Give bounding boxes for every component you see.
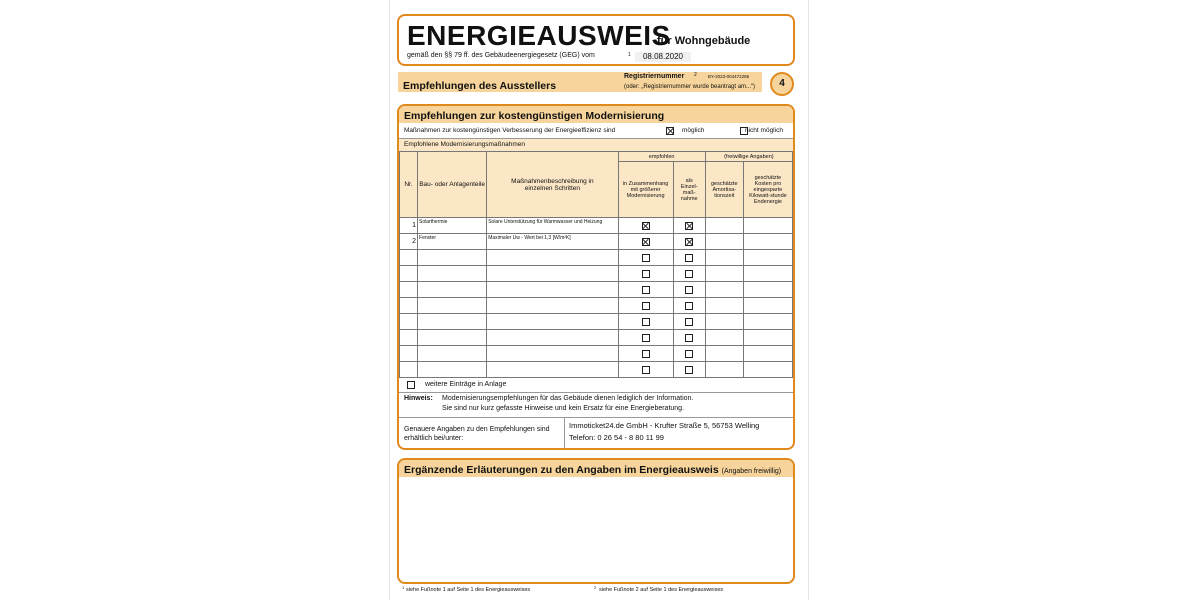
row-nr [400,362,418,378]
contact-divider [564,418,565,448]
row-nr [400,266,418,282]
row-in-context [618,346,673,362]
row-single [673,282,705,298]
row-amortisation-text [706,234,743,236]
explanations-title [404,464,781,476]
page-number-badge: 4 [770,72,794,96]
more-entries-checkbox[interactable] [407,381,415,389]
row-cost[interactable] [743,346,792,362]
row-single [673,266,705,282]
explanations-section [397,458,795,584]
row-description-text [487,314,617,316]
row-single-checkbox[interactable] [685,270,693,278]
possible-label: möglich [682,127,705,134]
row-part-text [418,330,486,332]
row-cost[interactable] [743,330,792,346]
footnote-mark: 1 [628,52,631,58]
row-amortisation-text [706,250,743,252]
row-single-checkbox[interactable] [685,238,693,246]
contact-line-2: Telefon: 0 26 54 - 8 80 11 99 [569,433,664,442]
row-cost[interactable] [743,314,792,330]
row-part-text [418,314,486,316]
row-cost[interactable] [743,282,792,298]
law-date-field[interactable]: 08.08.2020 [635,52,691,62]
row-description[interactable] [487,362,618,378]
row-description-text [487,282,617,284]
row-description-text [487,362,617,364]
row-in-context [618,282,673,298]
row-in-context [618,218,673,234]
row-in-context-checkbox[interactable] [642,334,650,342]
row-amortisation-text [706,330,743,332]
measures-table [399,151,793,378]
registry-footnote-mark: 2 [694,72,697,78]
col-cost-per-kwh: geschätzte Kosten pro eingesparte Kilowatt-stunde Endenergie [743,162,792,218]
row-cost-text [744,250,792,252]
row-cost-text [744,218,792,220]
row-amortisation-text [706,298,743,300]
row-cost-text [744,234,792,236]
row-description-text: Maximaler Uw - Wert bei 1,3 [W/m²K] [488,235,571,241]
footnote-1: siehe Fußnote 1 auf Seite 1 des Energieausweises [406,587,531,593]
row-cost-text [744,346,792,348]
row-cost[interactable] [743,362,792,378]
row-in-context [618,234,673,250]
more-entries-label: weitere Einträge in Anlage [425,381,507,388]
registry-label: Registriernummer [624,73,685,80]
row-in-context-checkbox[interactable] [642,238,650,246]
row-single [673,218,705,234]
row-part[interactable] [418,266,487,282]
table-row [400,234,793,250]
row-amortisation[interactable] [705,266,743,282]
row-description[interactable] [487,234,618,250]
row-description[interactable] [487,266,618,282]
row-cost[interactable] [743,266,792,282]
row-nr: 1 [400,218,418,234]
row-cost-text [744,282,792,284]
row-cost[interactable] [743,298,792,314]
not-possible-label: nicht möglich [745,127,783,134]
row-single-checkbox[interactable] [685,350,693,358]
page-title: ENERGIEAUSWEIS [407,20,671,51]
row-description-text [487,346,617,348]
col-nr: Nr. [400,152,418,218]
background-left [0,0,388,600]
row-description[interactable] [487,298,618,314]
row-part-text [418,298,486,300]
row-description[interactable] [487,218,618,234]
row-single [673,330,705,346]
row-in-context [618,314,673,330]
row-nr [400,282,418,298]
row-part[interactable] [418,314,487,330]
possible-question: Maßnahmen zur kostengünstigen Verbesserung der Energieeffizienz sind [404,127,616,134]
row-description-text [487,298,617,300]
modernisation-section [397,104,795,450]
row-description[interactable] [487,314,618,330]
row-in-context-checkbox[interactable] [642,222,650,230]
row-cost-text [744,362,792,364]
row-cost[interactable] [743,218,792,234]
registry-note: (oder: „Registriernummer wurde beantragt am...“) [624,84,756,90]
row-single [673,250,705,266]
col-group-recommended: empfohlen [618,152,705,162]
title-box [397,14,795,66]
row-in-context-checkbox[interactable] [642,286,650,294]
row-description[interactable] [487,346,618,362]
row-amortisation-text [706,314,743,316]
explanations-subtitle: (Angaben freiwillig) [721,468,782,475]
explanations-text-area[interactable] [403,480,787,576]
col-group-optional: (freiwillige Angaben) [705,152,792,162]
row-in-context [618,266,673,282]
row-single [673,346,705,362]
row-part-text [418,362,486,364]
row-cost[interactable] [743,234,792,250]
certificate-page [390,0,808,600]
row-part-text: Fenster [419,235,436,241]
row-description-text: Solare Unterstützung für Warmwasser und Heizung [488,219,603,225]
row-description[interactable] [487,330,618,346]
footnote-2-mark: 2 [594,585,597,590]
contact-line-1: Immoticket24.de GmbH - Krufter Straße 5, 56753 Welling [569,421,760,430]
row-cost-text [744,314,792,316]
row-cost-text [744,298,792,300]
recommendations-title: Empfehlungen des Ausstellers [403,80,557,92]
col-part: Bau- oder Anlagenteile [418,152,487,218]
row-part-text [418,266,486,268]
row-single-checkbox[interactable] [685,302,693,310]
row-amortisation[interactable] [705,298,743,314]
row-in-context-checkbox[interactable] [642,302,650,310]
row-part-text [418,282,486,284]
col-description: Maßnahmenbeschreibung in einzelnen Schritten [487,152,618,218]
row-amortisation[interactable] [705,218,743,234]
row-single-checkbox[interactable] [685,334,693,342]
contact-label: Genauere Angaben zu den Empfehlungen sind erhältlich bei/unter: [404,426,550,442]
table-row [400,314,793,330]
row-in-context [618,362,673,378]
row-nr: 2 [400,234,418,250]
row-part[interactable] [418,250,487,266]
row-cost[interactable] [743,250,792,266]
row-part[interactable] [418,362,487,378]
col-in-context: in Zusammenhang mit größerer Modernisierung [618,162,673,218]
row-description[interactable] [487,250,618,266]
row-description-text [487,266,617,268]
row-part[interactable] [418,330,487,346]
table-row [400,346,793,362]
table-row [400,362,793,378]
table-row [400,250,793,266]
row-in-context-checkbox[interactable] [642,366,650,374]
hint-label: Hinweis: [404,395,433,402]
table-row [400,330,793,346]
row-amortisation[interactable] [705,282,743,298]
row-in-context-checkbox[interactable] [642,318,650,326]
row-cost-text [744,330,792,332]
row-single-checkbox[interactable] [685,254,693,262]
row-cost-text [744,266,792,268]
row-part-text: Solarthermie [419,219,448,225]
recommended-measures-label: Empfohlene Modernisierungsmaßnahmen [404,141,526,148]
footnote-2: siehe Fußnote 2 auf Seite 1 des Energieausweises [599,587,724,593]
row-amortisation-text [706,266,743,268]
row-in-context-checkbox[interactable] [642,270,650,278]
row-description[interactable] [487,282,618,298]
row-nr [400,330,418,346]
row-part[interactable] [418,298,487,314]
possible-checkbox[interactable] [666,127,674,135]
row-single-checkbox[interactable] [685,318,693,326]
col-amortisation: geschätzte Amortisa-tionszeit [705,162,743,218]
explanations-title-text: Ergänzende Erläuterungen zu den Angaben im Energieausweis [404,464,719,476]
row-part-text [418,250,486,252]
row-nr [400,250,418,266]
row-amortisation-text [706,346,743,348]
row-part-text [418,346,486,348]
row-single-checkbox[interactable] [685,366,693,374]
row-part[interactable] [418,218,487,234]
row-amortisation[interactable] [705,330,743,346]
table-row [400,282,793,298]
row-nr [400,298,418,314]
hint-line-1: Modernisierungsempfehlungen für das Gebäude dienen lediglich der Information. [442,395,694,402]
row-amortisation-text [706,362,743,364]
row-amortisation-text [706,282,743,284]
row-in-context [618,250,673,266]
row-single [673,298,705,314]
row-amortisation[interactable] [705,250,743,266]
row-amortisation[interactable] [705,346,743,362]
row-amortisation[interactable] [705,314,743,330]
footnote-1-mark: 1 [402,585,405,590]
row-part[interactable] [418,346,487,362]
row-in-context [618,298,673,314]
more-entries-row [399,378,793,393]
row-description-text [487,250,617,252]
row-in-context-checkbox[interactable] [642,254,650,262]
row-amortisation[interactable] [705,362,743,378]
row-amortisation-text [706,218,743,220]
table-row [400,266,793,282]
row-single-checkbox[interactable] [685,222,693,230]
row-single-checkbox[interactable] [685,286,693,294]
row-single [673,362,705,378]
row-in-context [618,330,673,346]
table-row [400,218,793,234]
table-row [400,298,793,314]
measures-table-body [400,218,793,378]
row-single [673,314,705,330]
row-nr [400,314,418,330]
contact-row [399,418,793,448]
row-in-context-checkbox[interactable] [642,350,650,358]
hint-line-2: Sie sind nur kurz gefasste Hinweise und kein Ersatz für eine Energieberatung. [442,405,685,412]
registry-number[interactable]: BY-2023-004472286 [708,74,750,79]
row-description-text [487,330,617,332]
row-amortisation[interactable] [705,234,743,250]
modernisation-title: Empfehlungen zur kostengünstigen Modernisierung [404,110,665,122]
law-reference: gemäß den §§ 79 ff. des Gebäudeenergiegesetz (GEG) vom [407,52,595,59]
row-single [673,234,705,250]
row-part[interactable] [418,282,487,298]
page-subtitle: für Wohngebäude [657,35,751,47]
hint-row [399,393,793,418]
possible-row [399,124,793,139]
row-nr [400,346,418,362]
row-part[interactable] [418,234,487,250]
col-single: als Einzel-maß-nahme [673,162,705,218]
